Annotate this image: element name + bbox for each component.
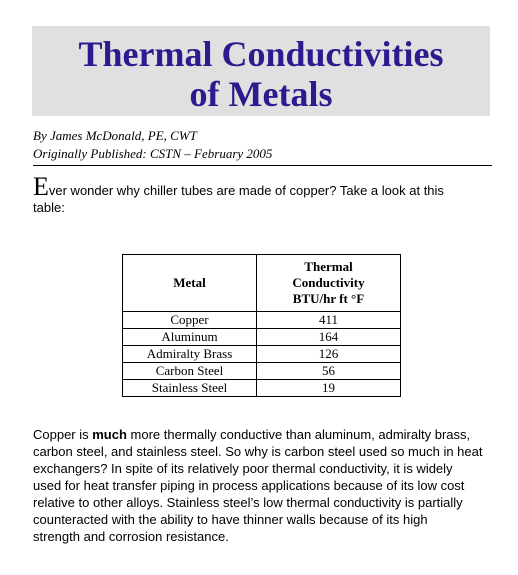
header-conductivity-unit: BTU/hr ft °F [292,291,365,306]
body-line: relative to other alloys. Stainless steel’s low thermal conductivity is partially [33,495,463,510]
metal-name-cell: Aluminum [123,329,257,346]
metal-name-cell: Copper [123,312,257,329]
header-conductivity-line: Conductivity [292,275,365,290]
body-line: carbon steel, and stainless steel. So why is carbon steel used so much in heat [33,444,483,459]
publication-info: Originally Published: CSTN – February 2005 [33,146,273,161]
body-line: used for heat transfer piping in process applications because of its low cost [33,478,465,493]
table-row [123,329,401,346]
metal-name-cell: Admiralty Brass [123,346,257,363]
table-header-row [123,255,401,312]
body-line [33,426,503,443]
metal-name-cell: Stainless Steel [123,380,257,397]
table-row [123,363,401,380]
header-conductivity-line: Thermal [304,259,353,274]
conductivity-value-cell: 56 [257,363,401,380]
header-conductivity [257,255,401,312]
author-byline: By James McDonald, PE, CWT [33,128,197,143]
metal-name-cell: Carbon Steel [123,363,257,380]
header-metal: Metal [123,255,257,312]
table-row [123,312,401,329]
intro-line-2: table: [33,200,65,215]
body-text: more thermally conductive than aluminum, admiralty brass, [126,427,471,442]
body-line: exchangers? In spite of its relatively poor thermal conductivity, it is widely [33,461,453,476]
intro-paragraph [33,172,493,216]
conductivity-value-cell: 164 [257,329,401,346]
body-paragraph [33,426,503,545]
body-line: counteracted with the ability to have thinner walls because of its high [33,512,428,527]
title-box [32,26,490,116]
title-line-2: of Metals [189,74,333,114]
intro-line-1: ver wonder why chiller tubes are made of copper? Take a look at this [48,183,444,198]
conductivity-value-cell: 19 [257,380,401,397]
emphasis-text: much [92,427,127,442]
table-row [123,346,401,363]
conductivity-value-cell: 126 [257,346,401,363]
header-divider [33,165,492,166]
conductivity-value-cell: 411 [257,312,401,329]
title-line-1: Thermal Conductivities [78,34,444,74]
thermal-conductivity-table [122,254,401,397]
table-row [123,380,401,397]
drop-cap: E [33,172,49,201]
body-text: Copper is [33,427,93,442]
body-line: strength and corrosion resistance. [33,529,229,544]
